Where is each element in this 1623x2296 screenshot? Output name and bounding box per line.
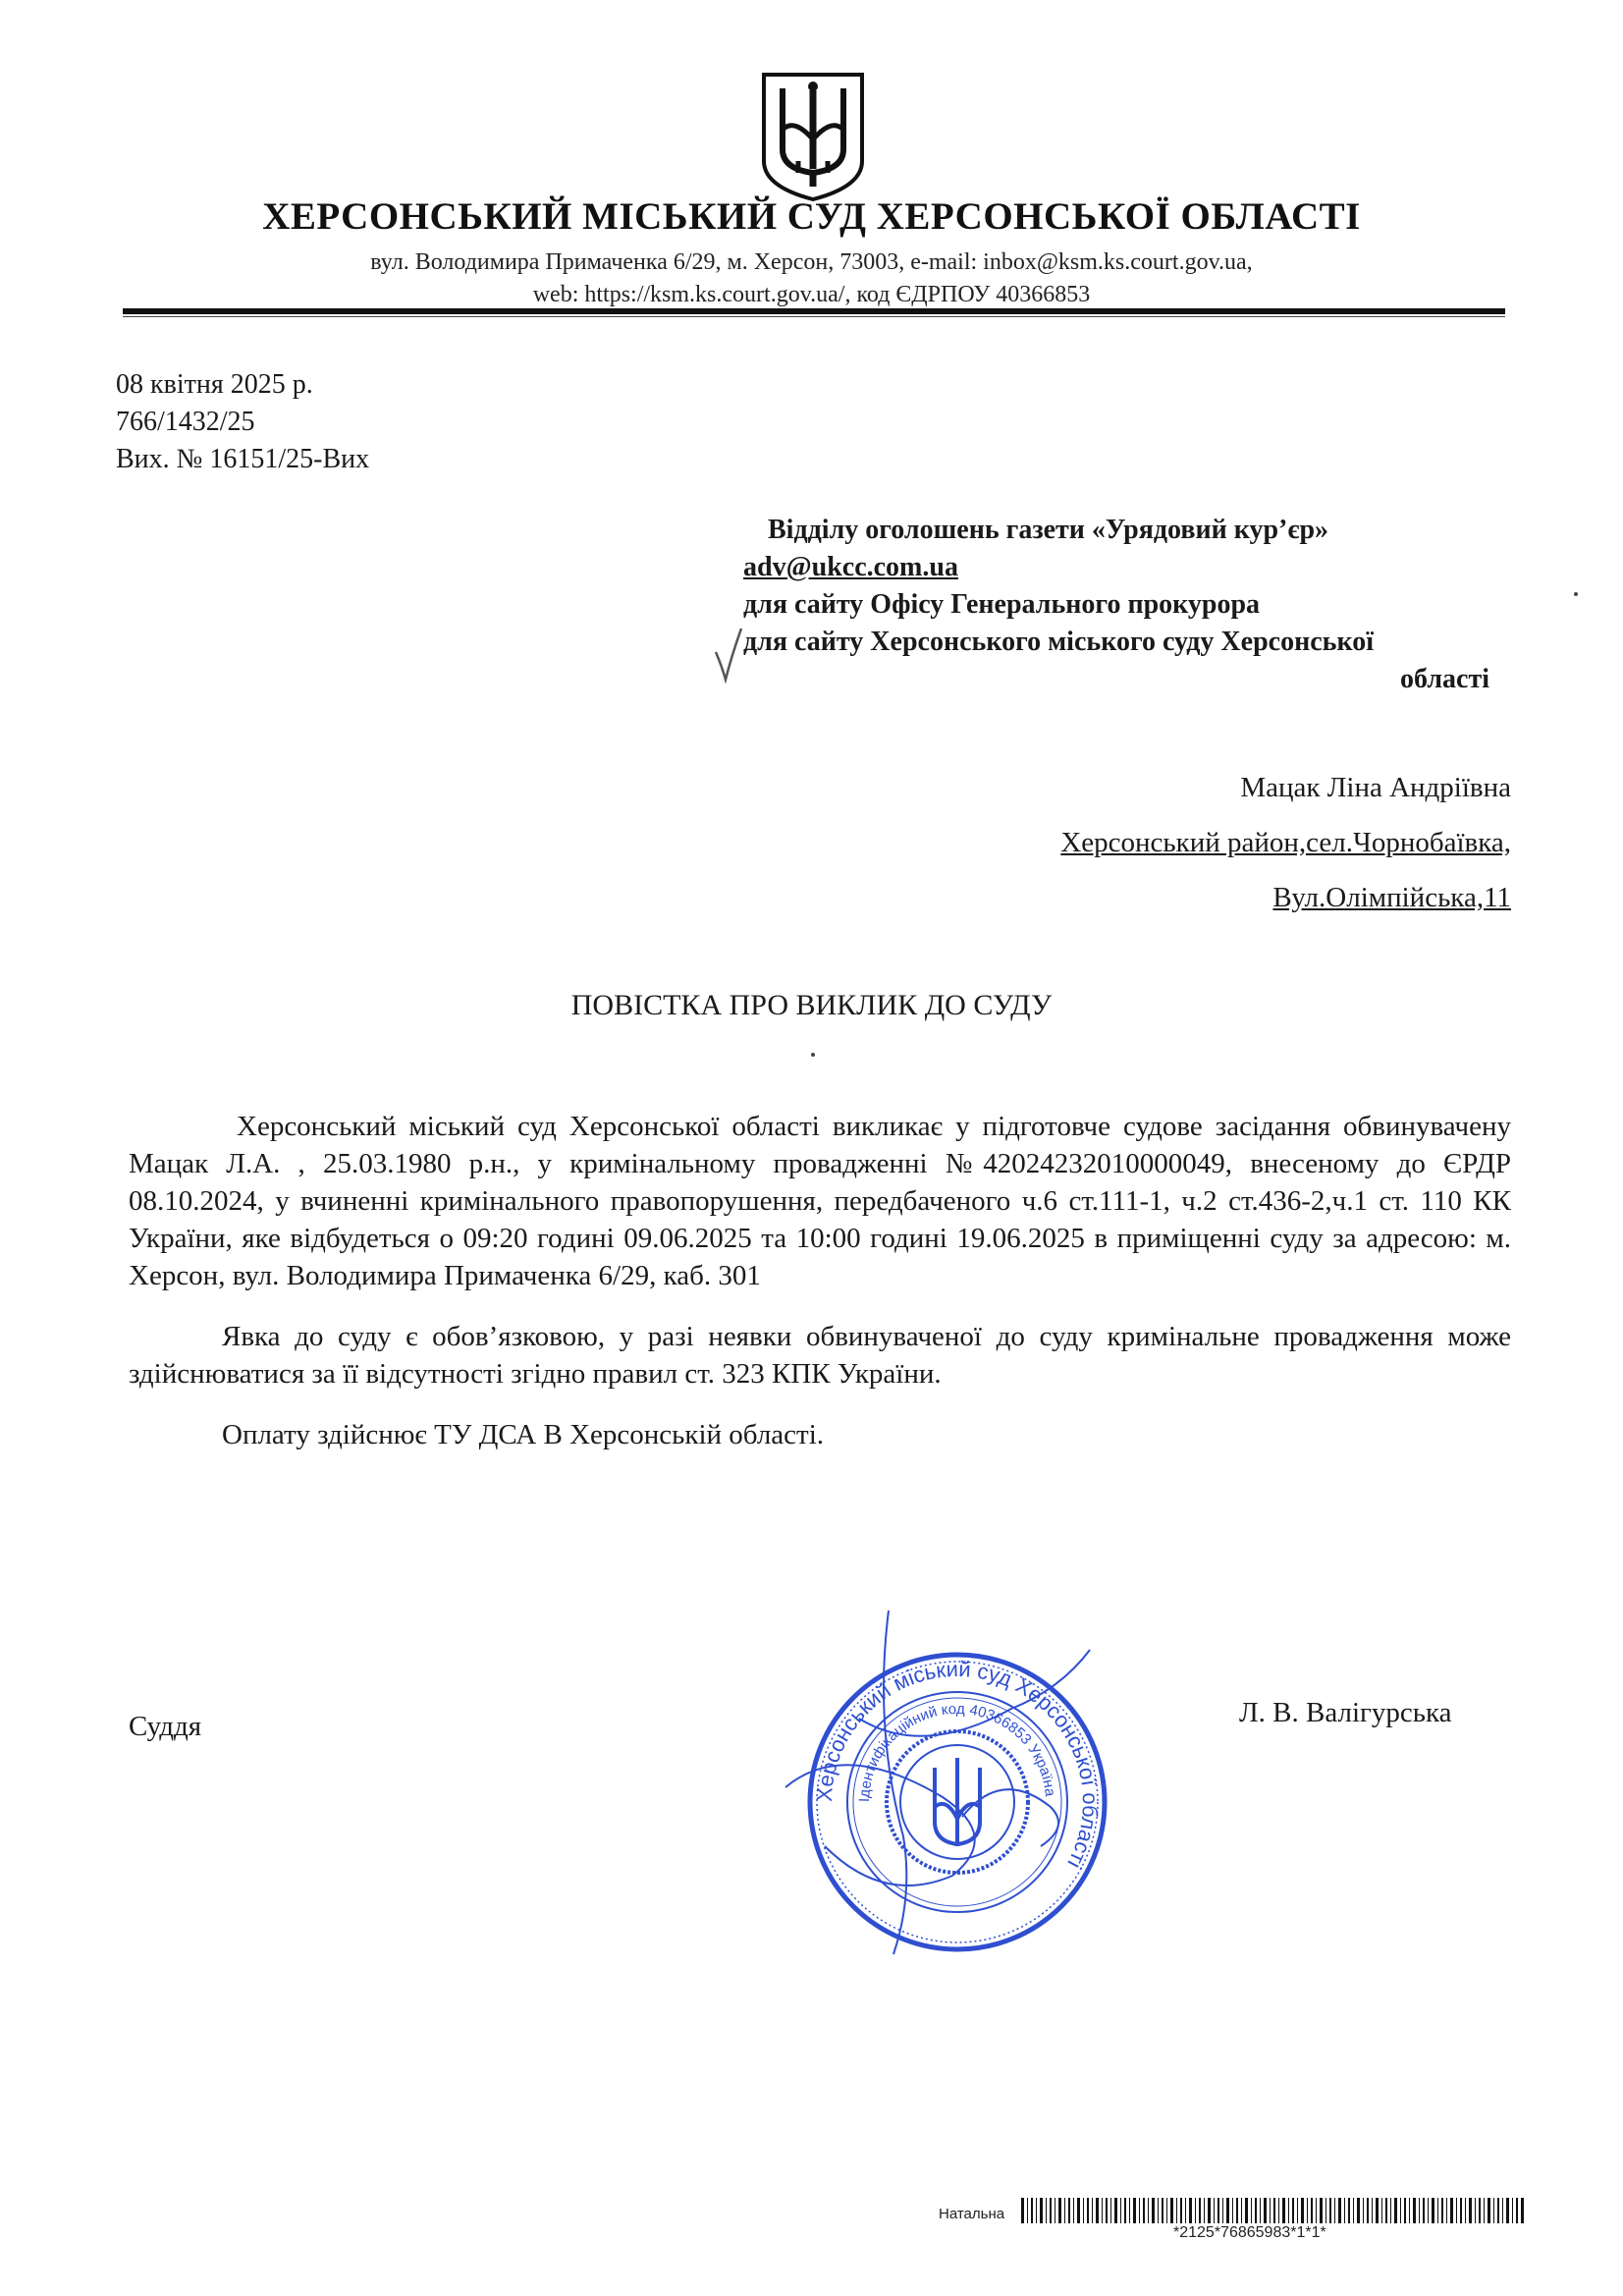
body-paragraph-attendance: Явка до суду є обов’язковою, у разі неявки обвинуваченої до суду кримінальне провадження може здійснюватися за її відсутності згідно правил ст. 323 КПК України. xyxy=(129,1321,1511,1390)
addressees-block xyxy=(743,512,1489,698)
recipient-address-line-2: Вул.Олімпійська,11 xyxy=(1272,882,1511,913)
court-address-line-1: вул. Володимира Примаченка 6/29, м. Херсон, 73003, e-mail: inbox@ksm.ks.court.gov.ua, xyxy=(370,249,1253,275)
addressee-court-site: для сайту Херсонського міського суду Херсонської xyxy=(743,627,1374,657)
document-meta xyxy=(116,366,369,478)
case-number: 766/1432/25 xyxy=(116,407,255,437)
body-paragraph-payment: Оплату здійснює ТУ ДСА В Херсонській області. xyxy=(222,1419,825,1450)
body-paragraph-summons: Херсонський міський суд Херсонської області викликає у підготовче судове засідання обвинувачену Мацак Л.А. , 25.03.1980 р.н., у кримінальному провадженні №42024232010000049, внесеному до ЄРДР 08.10.2024, у вчиненні кримінального правопорушення, передбаченого ч.6 ст.111-1, ч.2 ст.436-2,ч.1 ст. 110 КК України, яке відбудеться о 09:20 годині 09.06.2025 та 10:00 годині 19.06.2025 в приміщенні суду за адресою: м. Херсон, вул. Володимира Примаченка 6/29, каб. 301 xyxy=(129,1111,1511,1291)
judge-name: Л. В. Валігурська xyxy=(1239,1697,1452,1728)
svg-text:Херсонський міський суд Херсон: Херсонський міський суд Херсонської області xyxy=(811,1656,1104,1874)
handwritten-check-mark xyxy=(714,627,743,683)
barcode-number: *2125*76865983*1*1* xyxy=(1173,2224,1326,2241)
document-title: ПОВІСТКА ПРО ВИКЛИК ДО СУДУ xyxy=(570,989,1053,1021)
court-name-heading: ХЕРСОНСЬКИЙ МІСЬКИЙ СУД ХЕРСОНСЬКОЇ ОБЛАСТІ xyxy=(262,195,1361,238)
signature-role: Суддя xyxy=(129,1711,202,1742)
recipient-block xyxy=(1060,760,1511,925)
court-address xyxy=(0,246,1623,311)
header-divider xyxy=(123,308,1505,314)
addressee-email: adv@ukcc.com.ua xyxy=(743,552,958,582)
recipient-address-line-1: Херсонський район,сел.Чорнобаївка, xyxy=(1060,827,1511,858)
addressee-court-site-cont: області xyxy=(1400,664,1489,694)
header-divider-thin xyxy=(123,316,1505,317)
stray-dot xyxy=(1574,592,1578,596)
outgoing-number: Вих. № 16151/25-Вих xyxy=(116,444,370,474)
official-court-seal xyxy=(766,1591,1119,1964)
addressee-prosecutor: для сайту Офісу Генерального прокурора xyxy=(743,589,1261,620)
barcode xyxy=(1021,2198,1527,2223)
document-date: 08 квітня 2025 р. xyxy=(116,369,313,400)
recipient-name: Мацак Ліна Андріївна xyxy=(1240,772,1511,803)
document-body xyxy=(129,1108,1511,1477)
coat-of-arms-emblem xyxy=(759,71,867,203)
addressee-newspaper: Відділу оголошень газети «Урядовий кур’єр» xyxy=(768,515,1329,545)
court-address-line-2: web: https://ksm.ks.court.gov.ua/, код ЄДРПОУ 40366853 xyxy=(532,282,1091,307)
stray-dot xyxy=(811,1053,815,1057)
barcode-label: Натальна xyxy=(939,2206,1005,2222)
svg-text:Ідентифікаційний код 40366853: Ідентифікаційний код 40366853 Україна xyxy=(855,1700,1058,1803)
